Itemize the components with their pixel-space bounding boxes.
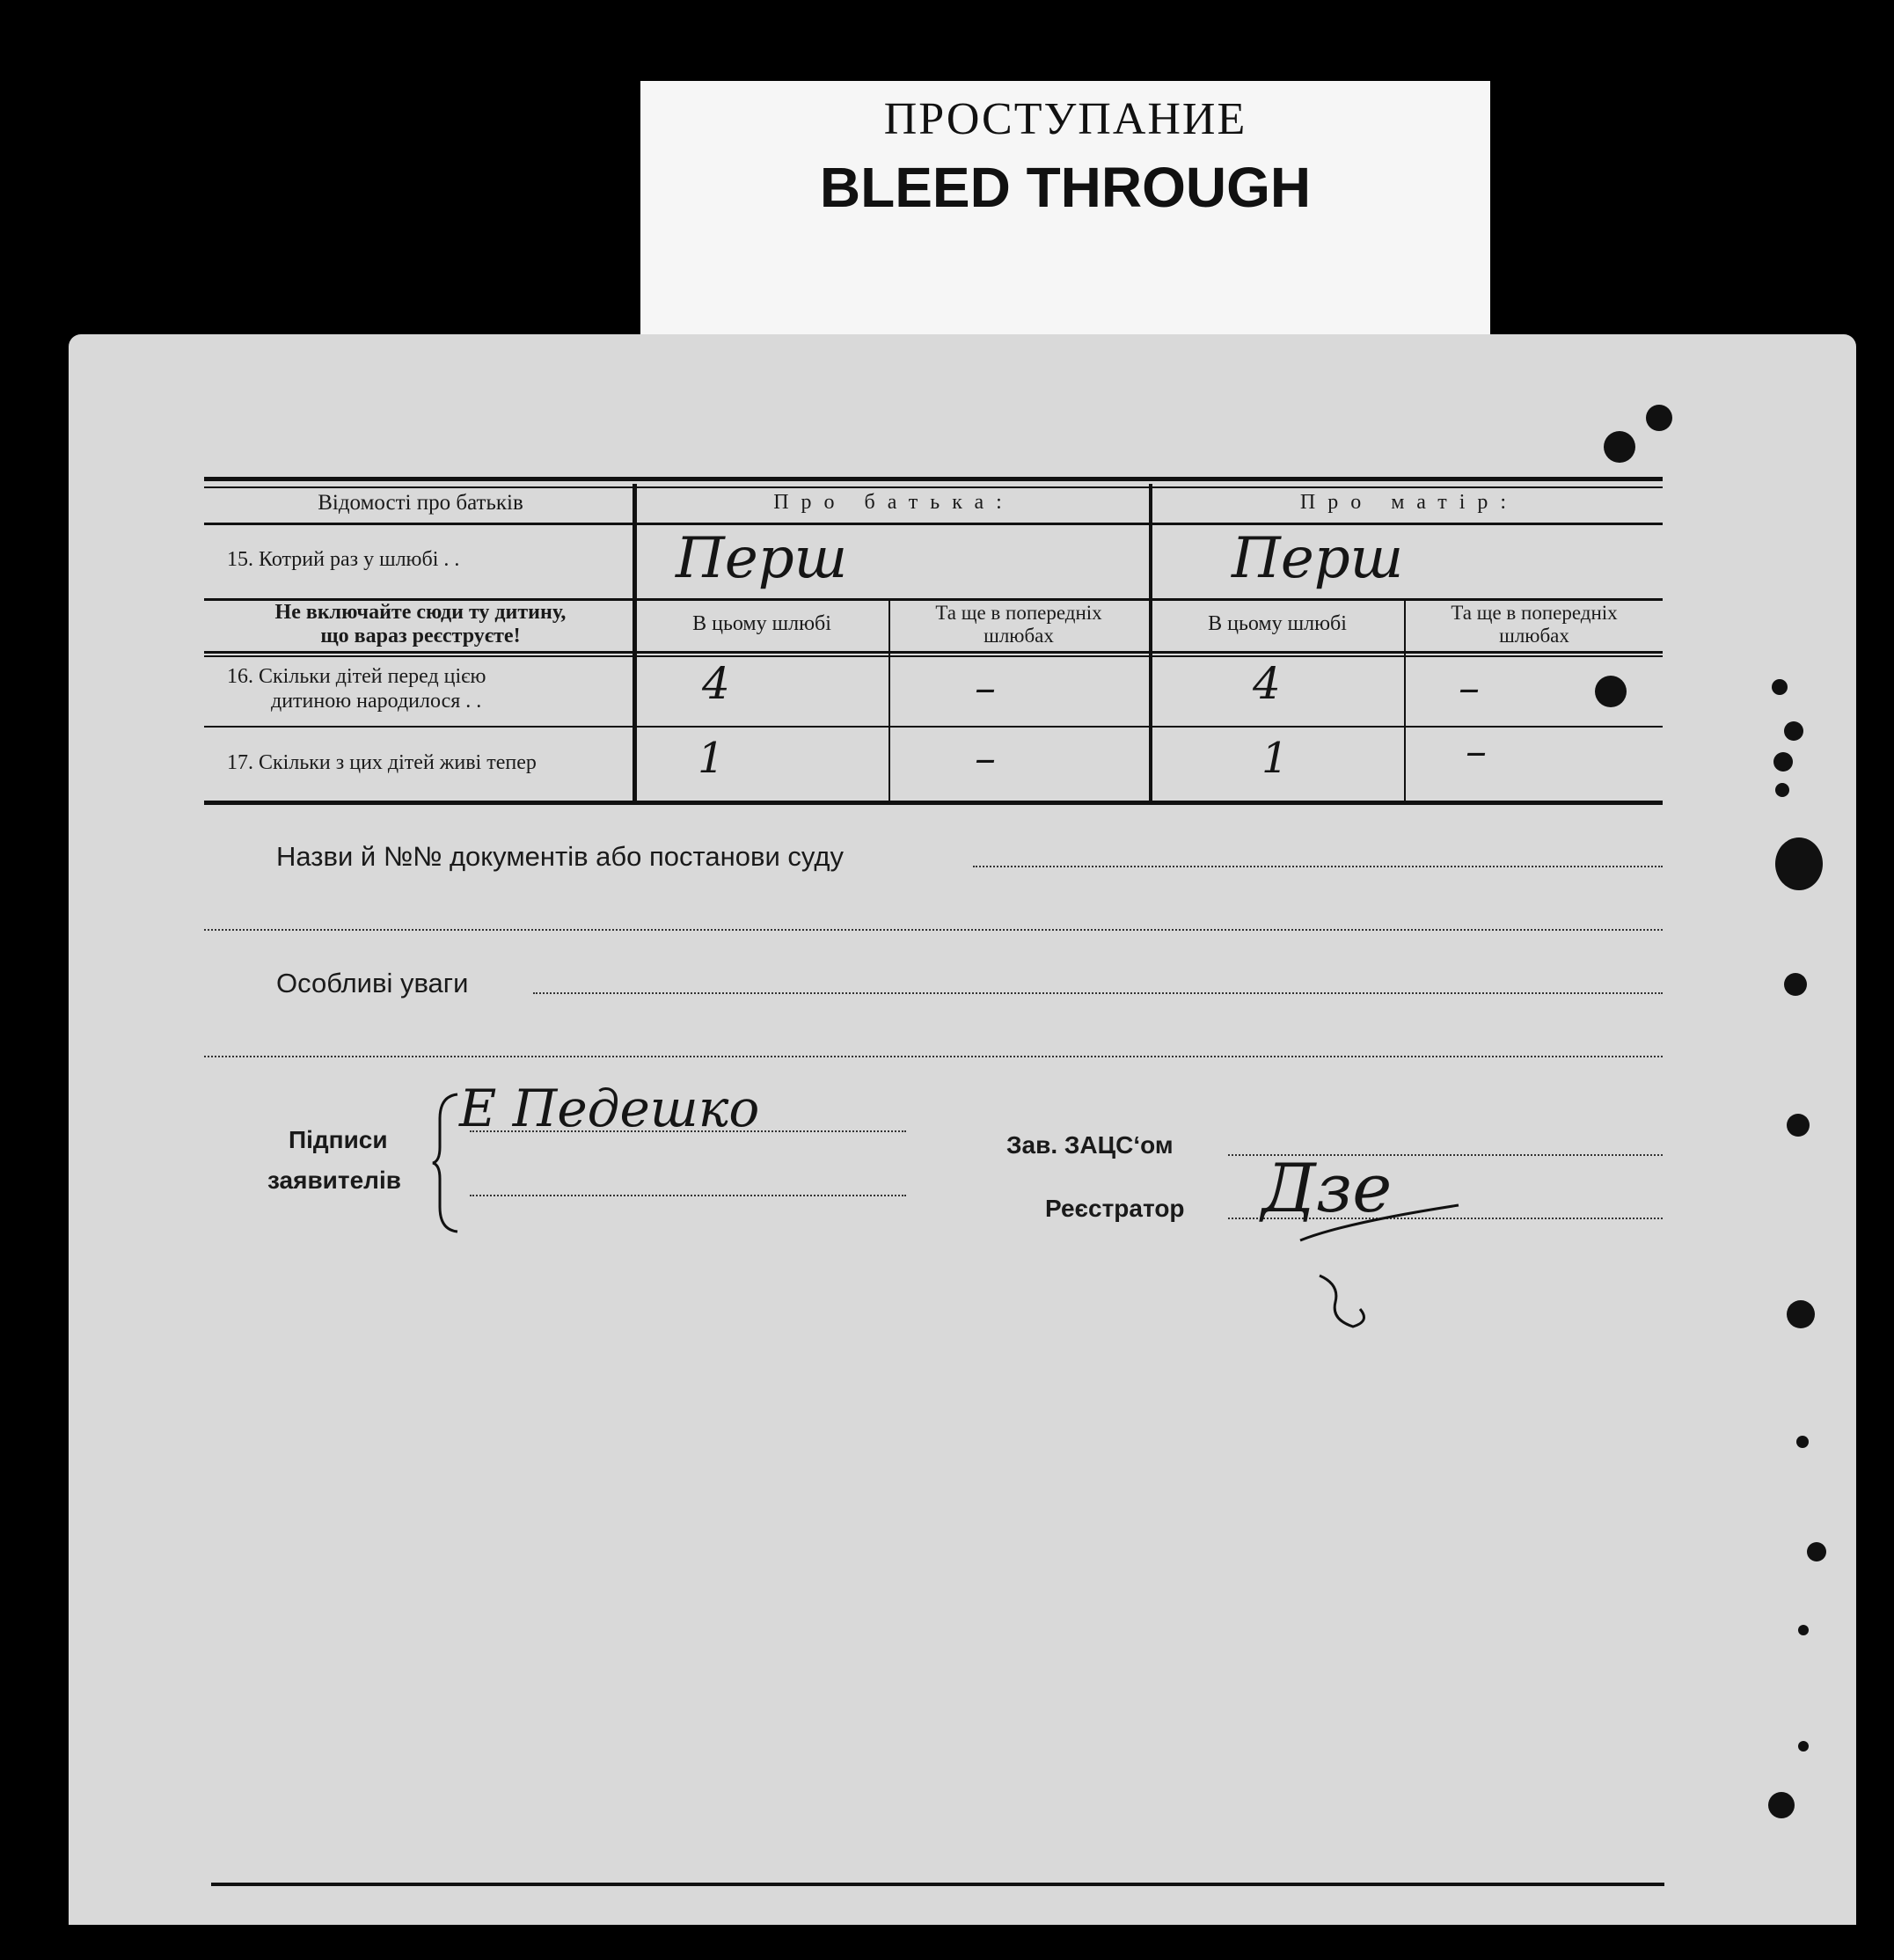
documents-field-line [973,866,1663,867]
mother-children-alive-this-marriage: 1 [1261,734,1289,783]
table-top-rule [204,477,1663,481]
row-15-label: 15. Котрий раз у шлюбі . . [227,548,460,571]
applicants-signatures-label: Підписи [289,1126,388,1153]
father-marriage-number: Перш [676,526,848,591]
registrar-signature: Дзе [1261,1149,1393,1227]
father-previous-marriages-header: Та ще в попередніх [935,602,1102,624]
row-16-label: 16. Скільки дітей перед цією [227,665,486,688]
row-17-label: 17. Скільки з цих дітей живі тепер [227,751,537,774]
row-16-label: дитиною народилося . . [271,690,482,713]
mother-previous-marriages-header: Та ще в попередніх [1451,602,1618,624]
bleed-through-notice [640,81,1490,345]
notice-english-text: BLEED THROUGH [819,156,1312,219]
exclude-child-note: Не включайте сюди ту дитину, [274,601,567,624]
father-this-marriage-header: В цьому шлюбі [692,612,831,635]
punch-hole [1784,721,1803,741]
father-previous-marriages-header: шлюбах [984,625,1054,647]
mother-children-previous: – [1459,663,1480,713]
punch-hole [1798,1741,1809,1752]
table-column-rule [1404,598,1406,802]
punch-hole [1646,405,1672,431]
mother-previous-marriages-header: шлюбах [1499,625,1569,647]
mother-this-marriage-header: В цьому шлюбі [1208,612,1347,635]
punch-hole [1773,752,1793,772]
remarks-field-line [204,1056,1663,1057]
table-rule [204,651,1663,654]
punch-hole [1775,783,1789,797]
father-column-header: Про батька: [773,491,1014,514]
table-column-rule [1149,484,1152,802]
page-bottom-rule [211,1883,1664,1886]
father-children-this-marriage: 4 [702,658,730,709]
father-children-previous: – [975,663,996,713]
notice-russian-text: ПРОСТУПАНИЕ [883,94,1247,144]
registrar-label: Реєстратор [1045,1195,1185,1222]
mother-children-alive-previous: – [1466,727,1487,776]
documents-field-line [204,929,1663,931]
father-children-alive-previous: – [975,734,996,783]
exclude-child-note: що вараз реєструєте! [320,625,521,647]
table-bottom-rule [204,801,1663,805]
applicant-signature: Е Педешко [459,1079,760,1138]
mother-column-header: Про матір: [1299,491,1519,514]
table-rule [204,523,1663,525]
punch-hole [1768,1792,1795,1818]
punch-hole [1595,676,1627,707]
table-rule [204,486,1663,488]
mother-marriage-number: Перш [1232,526,1404,591]
punch-hole [1796,1436,1809,1448]
punch-hole [1772,679,1788,695]
punch-hole [1787,1114,1810,1137]
punch-hole [1775,837,1823,890]
father-children-alive-this-marriage: 1 [698,734,725,783]
record-form-page [69,334,1856,1925]
table-rule [204,655,1663,657]
registrar-signature-flourish [1247,1170,1529,1346]
parents-info-header: Відомості про батьків [318,491,523,515]
punch-hole [1784,973,1807,996]
punch-hole [1604,431,1635,463]
applicant-signature-line [470,1195,906,1196]
head-of-registry-label: Зав. ЗАЦС‘ом [1006,1131,1174,1159]
table-column-rule [888,598,890,802]
punch-hole [1787,1300,1815,1328]
applicants-signatures-label: заявителів [267,1166,401,1194]
applicant-signature-line [470,1130,906,1132]
remarks-field-line [533,992,1663,994]
table-rule [204,726,1663,728]
mother-children-this-marriage: 4 [1253,658,1281,709]
remarks-field-label: Особливі уваги [276,968,469,998]
documents-field-label: Назви й №№ документів або постанови суду [276,841,844,872]
punch-hole [1798,1625,1809,1635]
punch-hole [1807,1542,1826,1561]
table-column-rule [633,484,637,802]
